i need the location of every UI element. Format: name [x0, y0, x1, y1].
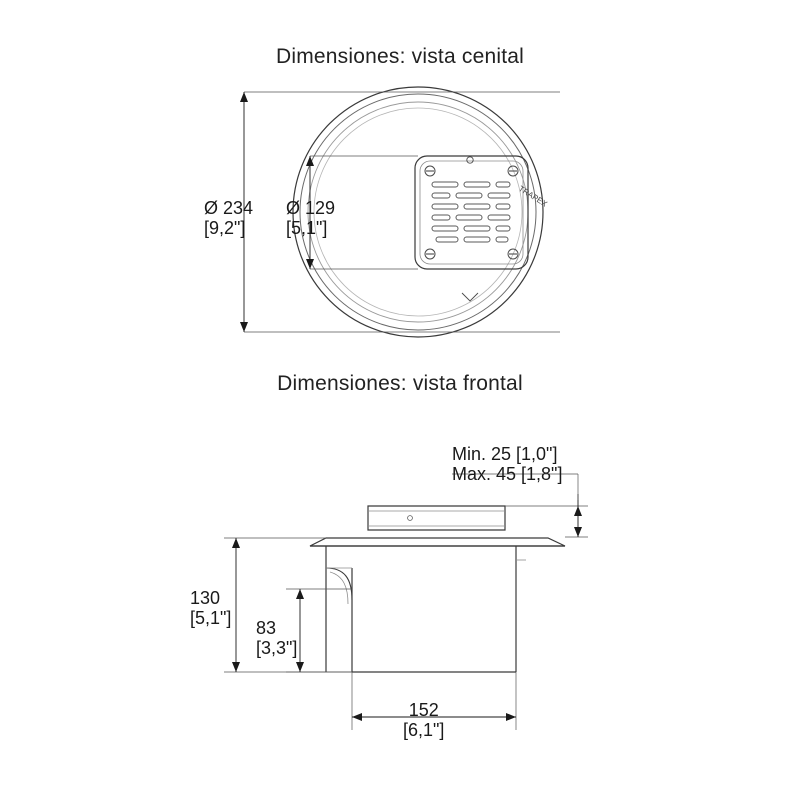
dimension-width-inch: [6,1"]	[403, 720, 445, 740]
dimension-width	[403, 700, 444, 740]
dimension-height-max: Max. 45 [1,8"]	[452, 464, 563, 484]
dimension-body-height-mm: 83	[256, 618, 277, 638]
grate-brand-mark: TRAPEX	[516, 184, 549, 209]
dimension-total-height	[190, 588, 231, 628]
dimension-width-mm: 152	[408, 700, 439, 720]
dimension-total-height-mm: 130	[190, 588, 221, 608]
dimension-outer-diameter	[204, 198, 253, 238]
dimension-body-height-inch: [3,3"]	[256, 638, 298, 658]
top-view-title: Dimensiones: vista cenital	[276, 45, 524, 68]
dimension-inner-diameter-inch: [5,1"]	[286, 218, 328, 238]
dimension-height-min: Min. 25 [1,0"]	[452, 444, 558, 464]
front-view-title: Dimensiones: vista frontal	[277, 372, 523, 395]
dimension-outer-diameter-mm: Ø 234	[204, 198, 254, 218]
dimension-outer-diameter-inch: [9,2"]	[204, 218, 246, 238]
dimension-body-height	[256, 618, 297, 658]
dimension-inner-diameter	[286, 198, 335, 238]
dimension-height-range	[452, 444, 562, 484]
dimension-total-height-inch: [5,1"]	[190, 608, 232, 628]
dimension-inner-diameter-mm: Ø 129	[286, 198, 336, 218]
